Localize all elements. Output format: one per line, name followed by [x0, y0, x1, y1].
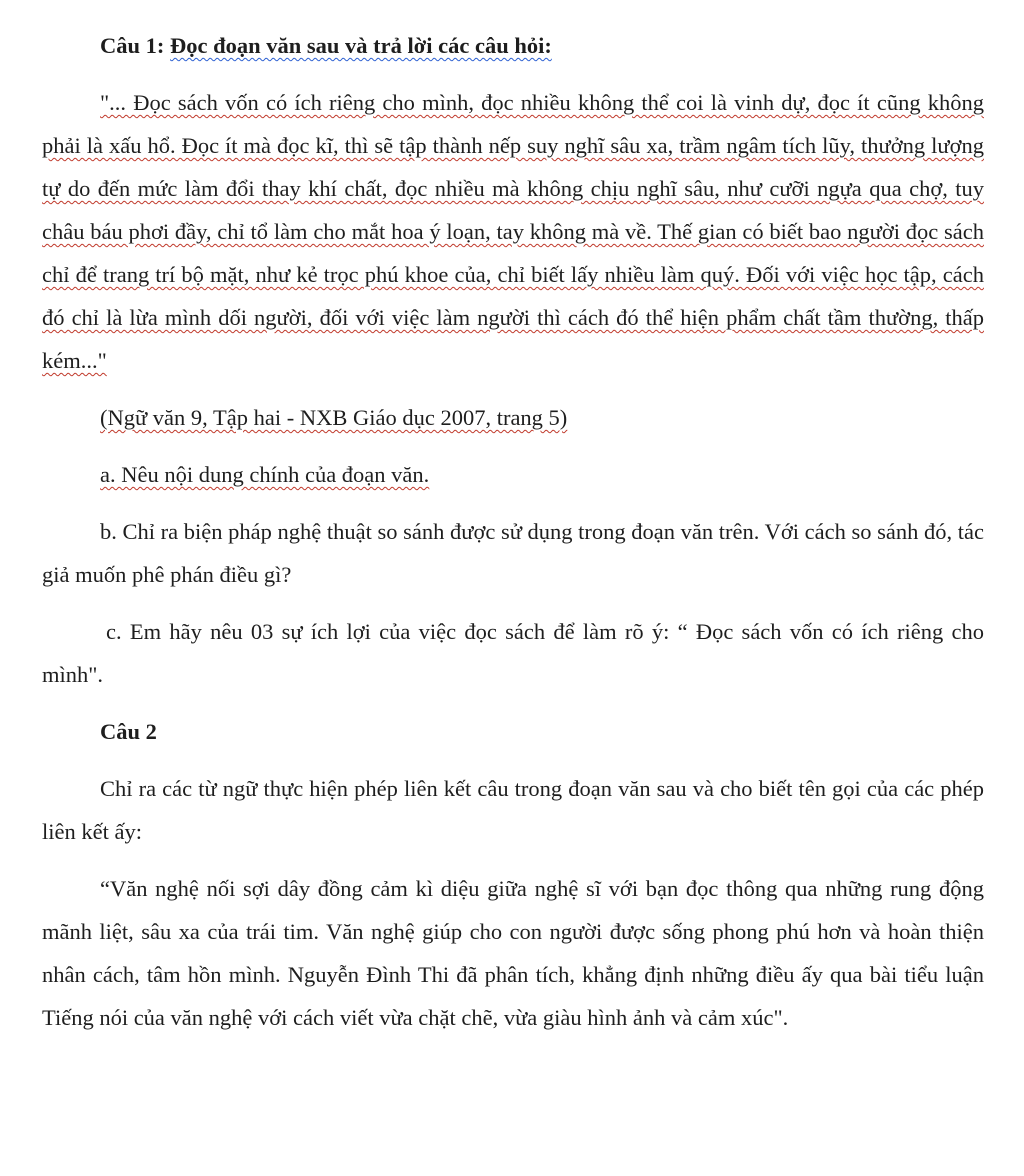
question-1-label: Câu 1: — [100, 33, 165, 58]
passage-source — [42, 396, 984, 439]
question-1-passage-paragraph — [42, 81, 984, 382]
passage-source-text: (Ngữ văn 9, Tập hai - NXB Giáo dục 2007, trang 5) — [100, 405, 568, 430]
question-2-heading: Câu 2 — [100, 719, 157, 744]
question-1c: c. Em hãy nêu 03 sự ích lợi của việc đọc sách để làm rõ ý: “ Đọc sách vốn có ích riêng cho mình". — [42, 619, 984, 687]
question-1a-text: a. Nêu nội dung chính của đoạn văn. — [100, 462, 430, 487]
question-2-instruction: Chỉ ra các từ ngữ thực hiện phép liên kết câu trong đoạn văn sau và cho biết tên gọi của các phép liên kết ấy: — [42, 776, 984, 844]
question-1a — [42, 453, 984, 496]
question-1-instruction: Đọc đoạn văn sau và trả lời các câu hỏi: — [170, 33, 552, 58]
question-1-heading — [42, 24, 984, 67]
question-1b: b. Chỉ ra biện pháp nghệ thuật so sánh được sử dụng trong đoạn văn trên. Với cách so sánh đó, tác giả muốn phê phán điều gì? — [42, 519, 984, 587]
question-1-passage: "... Đọc sách vốn có ích riêng cho mình, đọc nhiều không thể coi là vinh dự, đọc ít cũng không phải là xấu hổ. Đọc ít mà đọc kĩ, thì sẽ tập thành nếp suy nghĩ sâu xa, trầm ngâm tích lũy, thưởng lượng tự do đến mức làm đổi thay khí chất, đọc nhiều mà không chịu nghĩ sâu, như cưỡi ngựa qua chợ, tuy châu báu phơi đầy, chỉ tổ làm cho mắt hoa ý loạn, tay không mà về. Thế gian có biết bao người đọc sách chỉ để trang trí bộ mặt, như kẻ trọc phú khoe của, chỉ biết lấy nhiều làm quý. Đối với việc học tập, cách đó chỉ là lừa mình dối người, đối với việc làm người thì cách đó thể hiện phẩm chất tầm thường, thấp kém..." — [42, 90, 984, 373]
question-2-passage: “Văn nghệ nối sợi dây đồng cảm kì diệu giữa nghệ sĩ với bạn đọc thông qua những rung động mãnh liệt, sâu xa của trái tim. Văn nghệ giúp cho con người được sống phong phú hơn và hoàn thiện nhân cách, tâm hồn mình. Nguyễn Đình Thi đã phân tích, khẳng định những điều ấy qua bài tiểu luận Tiếng nói của văn nghệ với cách viết vừa chặt chẽ, vừa giàu hình ảnh và cảm xúc". — [42, 876, 984, 1030]
